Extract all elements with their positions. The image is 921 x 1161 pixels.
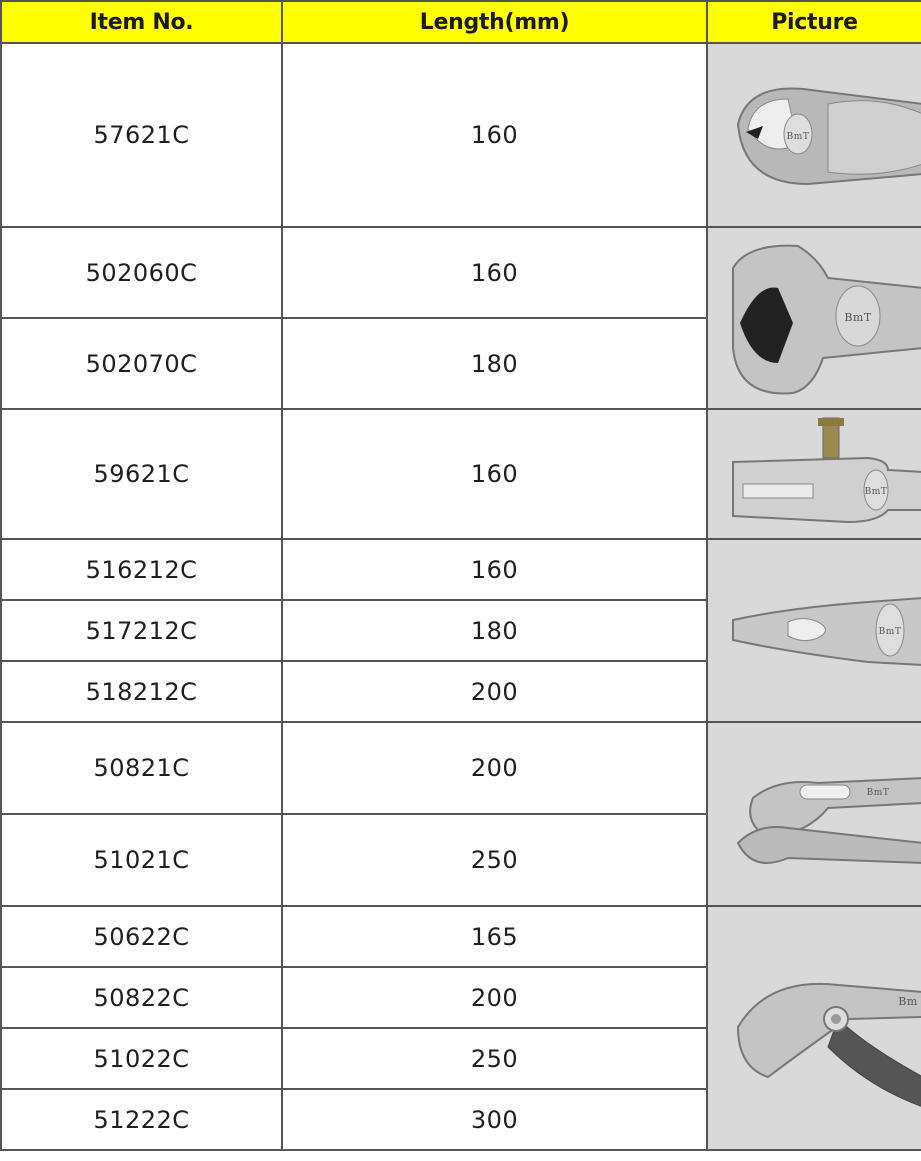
item-no-cell: 57621C	[1, 43, 282, 227]
length-cell: 200	[282, 722, 707, 814]
header-length: Length(mm)	[282, 1, 707, 43]
table-row	[1, 43, 921, 227]
item-no-cell: 51222C	[1, 1089, 282, 1150]
end-cutting-pliers-icon	[708, 228, 921, 409]
item-no-cell: 59621C	[1, 409, 282, 539]
combination-pliers-icon	[708, 540, 921, 722]
water-pump-pliers-icon	[708, 723, 921, 906]
item-no-cell: 516212C	[1, 539, 282, 600]
picture-cell	[707, 409, 921, 539]
groove-joint-pliers-icon	[708, 907, 921, 1149]
svg-text:BmT: BmT	[866, 788, 890, 798]
table-row	[1, 539, 921, 600]
picture-cell	[707, 43, 921, 227]
length-cell: 160	[282, 409, 707, 539]
picture-cell	[707, 539, 921, 722]
header-row	[1, 1, 921, 43]
picture-cell	[707, 227, 921, 409]
table-row	[1, 409, 921, 539]
length-cell: 200	[282, 661, 707, 722]
item-no-cell: 50822C	[1, 967, 282, 1028]
item-no-cell: 51022C	[1, 1028, 282, 1089]
length-cell: 200	[282, 967, 707, 1028]
item-no-cell: 517212C	[1, 600, 282, 661]
length-cell: 250	[282, 1028, 707, 1089]
item-no-cell: 502060C	[1, 227, 282, 318]
svg-text:BmT: BmT	[864, 487, 888, 497]
picture-cell	[707, 722, 921, 906]
length-cell: 300	[282, 1089, 707, 1150]
table-row	[1, 906, 921, 967]
svg-text:BmT: BmT	[786, 132, 810, 142]
item-no-cell: 50821C	[1, 722, 282, 814]
length-cell: 180	[282, 318, 707, 409]
length-cell: 160	[282, 43, 707, 227]
length-cell: 160	[282, 539, 707, 600]
item-no-cell: 502070C	[1, 318, 282, 409]
header-picture: Picture	[707, 1, 921, 43]
length-cell: 165	[282, 906, 707, 967]
item-no-cell: 51021C	[1, 814, 282, 906]
table-row	[1, 722, 921, 814]
header-item-no: Item No.	[1, 1, 282, 43]
wire-stripper-icon	[708, 410, 921, 539]
table-row	[1, 227, 921, 318]
item-no-cell: 50622C	[1, 906, 282, 967]
svg-text:BmT: BmT	[878, 627, 902, 637]
picture-cell	[707, 906, 921, 1150]
length-cell: 160	[282, 227, 707, 318]
item-no-cell: 518212C	[1, 661, 282, 722]
length-cell: 250	[282, 814, 707, 906]
svg-text:Bm: Bm	[898, 995, 918, 1008]
end-cutting-nipper-icon	[708, 44, 921, 227]
svg-text:BmT: BmT	[844, 311, 872, 324]
length-cell: 180	[282, 600, 707, 661]
